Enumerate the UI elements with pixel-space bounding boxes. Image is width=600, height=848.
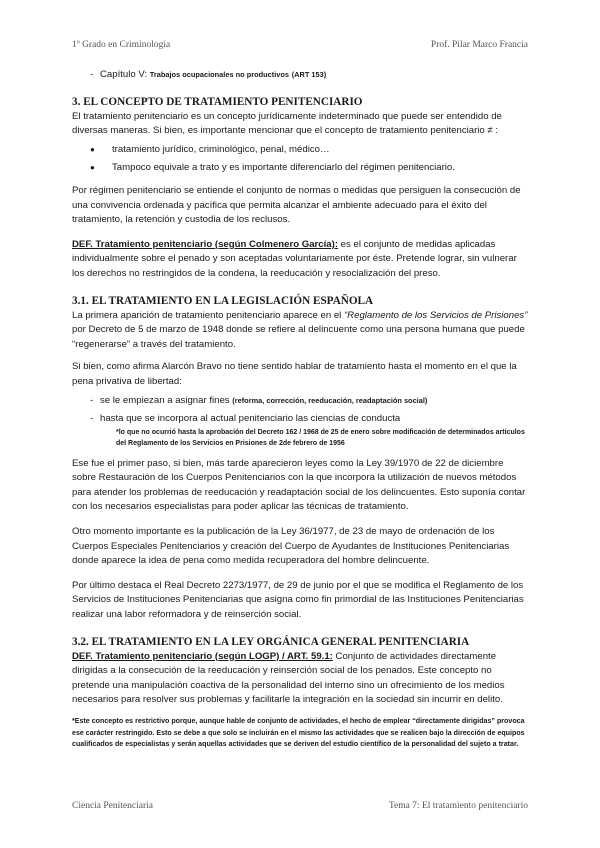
section-3-paragraph-1: El tratamiento penitenciario es un concepto jurídicamente indeterminado que puede ser entendido de diversas maneras. Si bien, es importante mencionar que el concepto de tratamiento penitenciario ≠ :: [72, 110, 502, 137]
section-3-2-heading: 3.2. EL TRATAMIENTO EN LA LEY ORGÁNICA GENERAL PENITENCIARIA: [72, 635, 470, 648]
text-run: La primera aparición de tratamiento penitenciario aparece en el: [72, 309, 344, 321]
chapter-item: [72, 68, 530, 83]
dash-marker: -: [90, 69, 94, 80]
list-item: [72, 412, 530, 427]
dash-marker: -: [90, 394, 94, 406]
list-item-text: Tampoco equivale a trato y es importante diferenciarlo del régimen penitenciario.: [112, 162, 455, 174]
bullet-icon: ●: [90, 163, 95, 173]
section-3-1-paragraph-2: Si bien, como afirma Alarcón Bravo no tiene sentido hablar de tratamiento hasta el momento en el que la pena privativa de libertad:: [72, 361, 517, 387]
definition-logp: [72, 650, 530, 708]
dash-marker: -: [90, 413, 94, 425]
chapter-article: (ART 153): [291, 70, 327, 79]
restrictive-concept-note: *Este concepto es restrictivo porque, aunque hable de conjunto de actividades, el hecho de emplear “directamente dirigidas” provoca ese carácter restringido. Esto se debe a que solo se incluirán en el mismo las actividades que se realicen bajo la dirección de equipos cualificados de especialistas y serán aquellas actividades que se deriven del estudio científico de la personalidad del sujeto a tratar.: [72, 717, 525, 749]
list-item-text: tratamiento jurídico, criminológico, penal, médico…: [112, 143, 330, 155]
section-3-paragraph-2: Por régimen penitenciario se entiende el conjunto de normas o medidas que persiguen la consecución de una convivencia ordenada y pacífica que permita alcanzar el ambiente adecuado para el éxito del tratamiento, la retención y custodia de los reclusos.: [72, 184, 521, 226]
section-3-1-paragraph-4: Otro momento importante es la publicación de la Ley 36/1977, de 23 de mayo de ordenación de los Cuerpos Especiales Penitenciarios y creación del Cuerpo de Ayudantes de Instituciones Penitenciarias donde aparece la idea de pena como medida recuperadora del hombre delincuente.: [72, 526, 510, 567]
decree-footnote: *lo que no ocurrió hasta la aprobación del Decreto 162 / 1968 de 25 de enero sobre modificación de determinados artículos del Reglamento de los Servicios en Prisiones de 2de febrero de 1956: [116, 428, 525, 447]
section-3-1-heading: 3.1. EL TRATAMIENTO EN LA LEGISLACIÓN ESPAÑOLA: [72, 294, 374, 307]
definition-text: Conjunto de actividades directamente dirigidas a la consecución de la reeducación y reinserción social de los penados. Este concepto no pretende una manipulación coactiva de la personalidad del interno sino un ofrecimiento de los medios necesarios para resolver sus problemas y facilitarle la integración en la sociedad sin incurrir en delito.: [72, 650, 505, 706]
regulation-title: “Reglamento de los Servicios de Prisiones”: [343, 309, 528, 321]
section-3-1-paragraph-5: Por último destaca el Real Decreto 2273/1977, de 29 de junio por el que se modifica el Reglamento de los Servicios de Instituciones Penitenciarias que asigna como fin primordial de las Instituciones Penitenciarias realizar una labor reformadora y de reinserción social.: [72, 579, 524, 621]
definition-label: DEF. Tratamiento penitenciario (según LOGP) / ART. 59.1:: [72, 650, 333, 662]
definition-text: es el conjunto de medidas aplicadas individualmente sobre el penado y son aceptadas voluntariamente por éste. Pretende lograr, sin vulnerar los derechos no restringidos de la condena, la reeducación y resocialización del preso.: [72, 238, 517, 279]
document-body: [72, 68, 530, 751]
chapter-label: Capítulo V:: [100, 69, 148, 80]
section-3-heading: 3. EL CONCEPTO DE TRATAMIENTO PENITENCIARIO: [72, 95, 363, 108]
definition-colmenero: [72, 238, 530, 282]
list-item: [72, 161, 530, 176]
list-item-text: hasta que se incorpora al actual penitenciario las ciencias de conducta: [100, 413, 401, 425]
list-item-detail: (reforma, corrección, reeducación, readaptación social): [232, 395, 428, 405]
text-run: por Decreto de 5 de marzo de 1948 donde se refiere al delincuente como una persona humana que puede “regenerarse” a través del tratamiento.: [72, 324, 525, 350]
section-3-1-paragraph-1: [72, 309, 530, 353]
bullet-icon: ●: [90, 144, 95, 154]
list-item: [72, 143, 530, 158]
definition-label: DEF. Tratamiento penitenciario (según Colmenero García):: [72, 238, 339, 250]
list-item-text: se le empiezan a asignar fines: [100, 394, 233, 406]
section-3-1-paragraph-3: Ese fue el primer paso, si bien, más tarde aparecieron leyes como la Ley 39/1970 de 22 de diciembre sobre Restauración de los Cuerpos Penitenciarios con la que incorpora la utilización de nuevos métodos para atender los problemas de reeducación y readaptación social de los delincuentes. Esto suponía contar con los necesarios especialistas para poder aplicar las técnicas de tratamiento.: [72, 457, 526, 513]
list-item: [72, 394, 530, 409]
footer-topic: Tema 7: El tratamiento penitenciario: [388, 801, 528, 811]
footer-subject: Ciencia Penitenciaria: [72, 801, 153, 811]
chapter-title: Trabajos ocupacionales no productivos: [149, 70, 290, 79]
header-professor: Prof. Pilar Marco Francia: [430, 40, 528, 50]
header-course: 1º Grado en Criminología: [72, 40, 171, 50]
